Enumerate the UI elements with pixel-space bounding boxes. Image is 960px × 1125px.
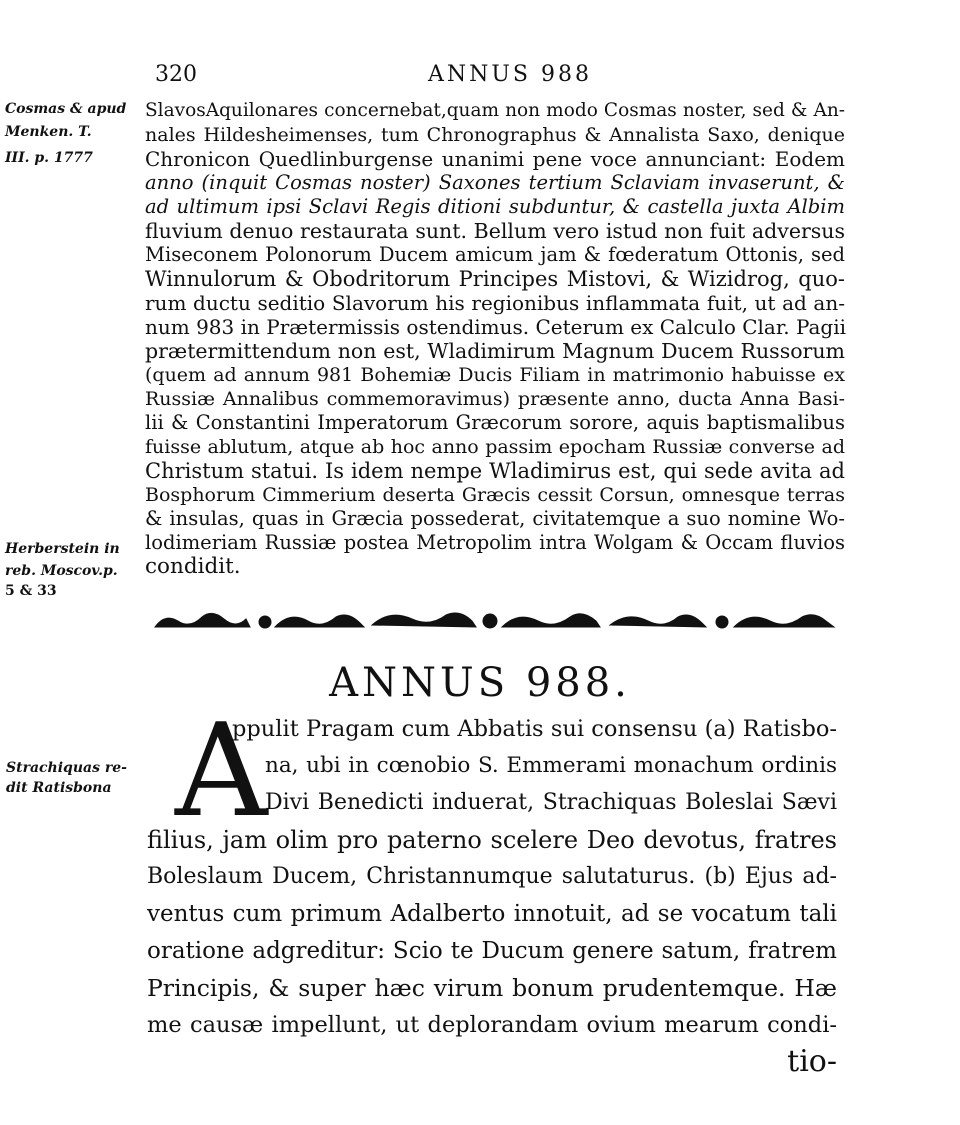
text-line: Principis, & super hæc virum bonum prudentemque. Hæ	[147, 974, 837, 1002]
running-title: ANNUS 988	[428, 62, 592, 87]
text-line: Winnulorum & Obodritorum Principes Mistovi, & Wizidrog, quo-	[145, 267, 845, 291]
margin-note: 5 & 33	[5, 583, 57, 599]
margin-note: Cosmas & apud	[5, 101, 127, 117]
text-line: Divi Benedicti induerat, Strachiquas Boleslai Sævi	[265, 790, 837, 815]
catchword: tio-	[787, 1044, 837, 1079]
text-line: SlavosAquilonares concernebat,quam non modo Cosmas noster, sed & An-	[145, 100, 845, 121]
margin-note: III. p. 1777	[5, 150, 93, 166]
text-line: na, ubi in cœnobio S. Emmerami monachum ordinis	[265, 753, 837, 778]
text-line: Christum statui. Is idem nempe Wladimirus est, qui sede avita ad	[145, 459, 845, 483]
text-line: lodimeriam Russiæ postea Metropolim intra Wolgam & Occam fluvios	[145, 531, 845, 554]
text-line: rum ductu seditio Slavorum his regionibus inflammata fuit, ut ad an-	[145, 291, 845, 315]
page-number: 320	[155, 62, 197, 87]
text-line: anno (inquit Cosmas noster) Saxones tertium Sclaviam invaserunt, &	[145, 171, 845, 194]
text-line: Bosphorum Cimmerium deserta Græcis cessit Corsun, omnesque terras	[145, 484, 845, 506]
text-line: num 983 in Prætermissis ostendimus. Ceterum ex Calculo Clar. Pagii	[145, 315, 847, 339]
text-line: Boleslaum Ducem, Christannumque salutaturus. (b) Ejus ad-	[147, 864, 837, 889]
text-line: & insulas, quas in Græcia possederat, civitatemque a suo nomine Wo-	[145, 507, 845, 530]
text-line: (quem ad annum 981 Bohemiæ Ducis Filiam in matrimonio habuisse ex	[145, 364, 845, 386]
text-line: ad ultimum ipsi Sclavi Regis ditioni subduntur, & castella juxta Albim	[145, 195, 845, 218]
text-line: ppulit Pragam cum Abbatis sui consensu (a) Ratisbo-	[232, 716, 837, 742]
margin-note: Menken. T.	[5, 124, 92, 140]
text-line: oratione adgreditur: Scio te Ducum genere satum, fratrem	[147, 938, 837, 964]
text-line: ventus cum primum Adalberto innotuit, ad se vocatum tali	[147, 901, 837, 927]
margin-note: Herberstein in	[5, 541, 120, 557]
text-line: filius, jam olim pro paterno scelere Deo devotus, fratres	[147, 826, 837, 854]
section-title: ANNUS 988.	[329, 660, 631, 706]
text-line: condidit.	[145, 554, 241, 579]
text-line: prætermittendum non est, Wladimirum Magnum Ducem Russorum	[145, 339, 845, 363]
drop-cap: A	[175, 697, 268, 846]
text-line: fuisse ablutum, atque ab hoc anno passim epocham Russiæ converse ad	[145, 436, 845, 458]
margin-note: reb. Moscov.p.	[5, 563, 118, 579]
ornament-band	[150, 605, 840, 635]
text-line: me causæ impellunt, ut deplorandam ovium mearum condi-	[147, 1012, 837, 1038]
text-line: lii & Constantini Imperatorum Græcorum sorore, aquis baptismalibus	[145, 411, 845, 434]
text-line: Miseconem Polonorum Ducem amicum jam & fœderatum Ottonis, sed	[145, 243, 845, 266]
text-line: fluvium denuo restaurata sunt. Bellum vero istud non fuit adversus	[145, 219, 845, 243]
margin-note: Strachiquas re-	[6, 760, 127, 776]
margin-note: dit Ratisbona	[6, 780, 112, 796]
text-line: nales Hildesheimenses, tum Chronographus & Annalista Saxo, denique	[145, 124, 845, 146]
text-line: Russiæ Annalibus commemoravimus) præsente anno, ducta Anna Basi-	[145, 388, 845, 410]
text-line: Chronicon Quedlinburgense unanimi pene voce annunciant: Eodem	[145, 147, 845, 171]
